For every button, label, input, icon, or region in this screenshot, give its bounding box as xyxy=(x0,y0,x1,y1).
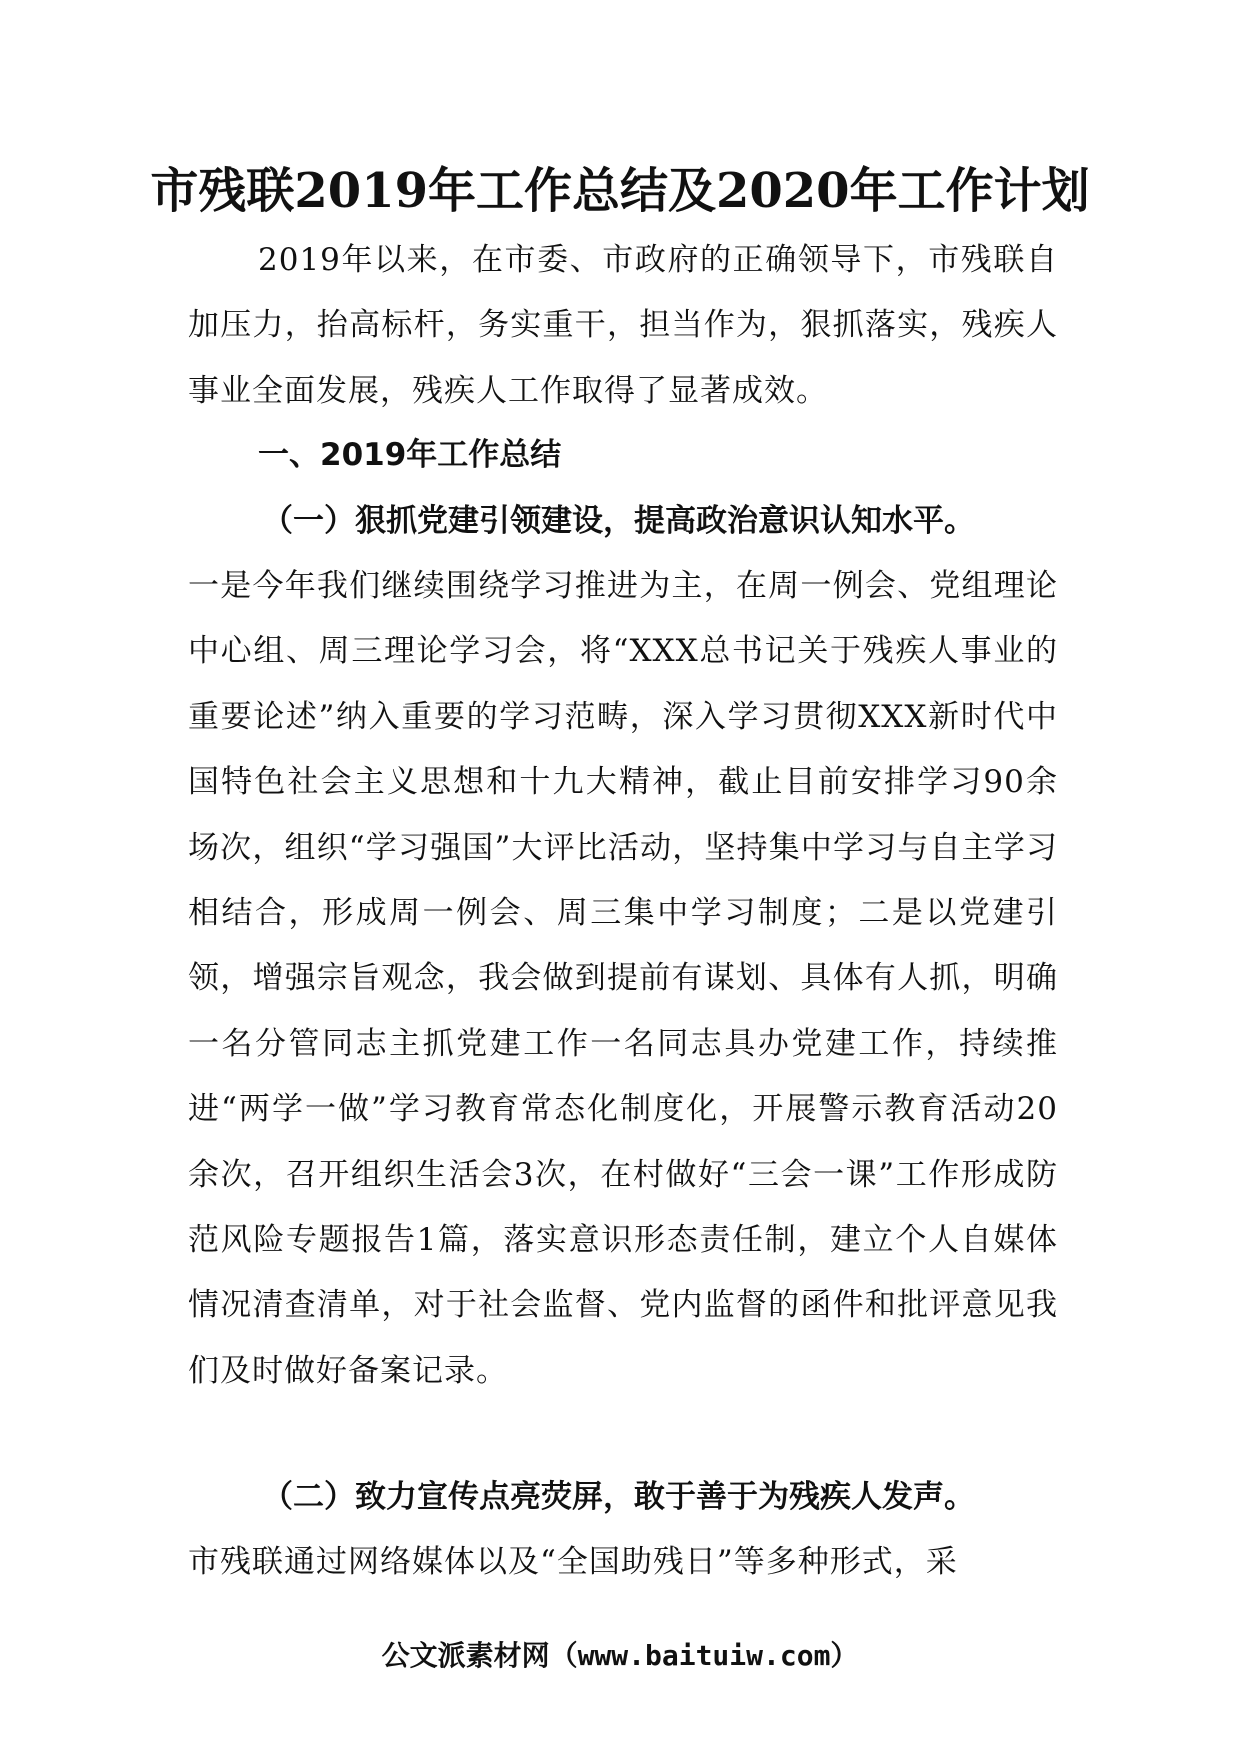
subsection-heading-publicity: （二）致力宣传点亮荧屏，敢于善于为残疾人发声。 xyxy=(262,1479,975,1515)
intro-paragraph: 2019年以来，在市委、市政府的正确领导下，市残联自加压力，抬高标杆，务实重干，担当作为，狠抓落实，残疾人事业全面发展，残疾人工作取得了显著成效。 xyxy=(188,242,1058,409)
subsection-paragraph-party-building: 一是今年我们继续围绕学习推进为主，在周一例会、党组理论中心组、周三理论学习会，将“XXX总书记关于残疾人事业的重要论述”纳入重要的学习范畴，深入学习贯彻XXX新时代中国特色社会主义思想和十九大精神，截止目前安排学习90余场次，组织“学习强国”大评比活动，坚持集中学习与自主学习相结合，形成周一例会、周三集中学习制度；二是以党建引领，增强宗旨观念，我会做到提前有谋划、具体有人抓，明确一名分管同志主抓党建工作一名同志具办党建工作，持续推进“两学一做”学习教育常态化制度化，开展警示教育活动20余次，召开组织生活会3次，在村做好“三会一课”工作形成防范风险专题报告1篇，落实意识形态责任制，建立个人自媒体情况清查清单，对于社会监督、党内监督的函件和批评意见我们及时做好备案记录。 xyxy=(188,568,1058,1389)
section-heading-work-summary: 一、2019年工作总结 xyxy=(258,437,562,473)
document-title: 市残联2019年工作总结及2020年工作计划 xyxy=(150,163,1090,219)
subsection-paragraph-publicity: 市残联通过网络媒体以及“全国助残日”等多种形式，采 xyxy=(188,1544,958,1580)
subsection-heading-party-building: （一）狠抓党建引领建设，提高政治意识认知水平。 xyxy=(262,503,975,539)
footer-watermark: 公文派素材网（www.baituiw.com） xyxy=(381,1639,859,1672)
